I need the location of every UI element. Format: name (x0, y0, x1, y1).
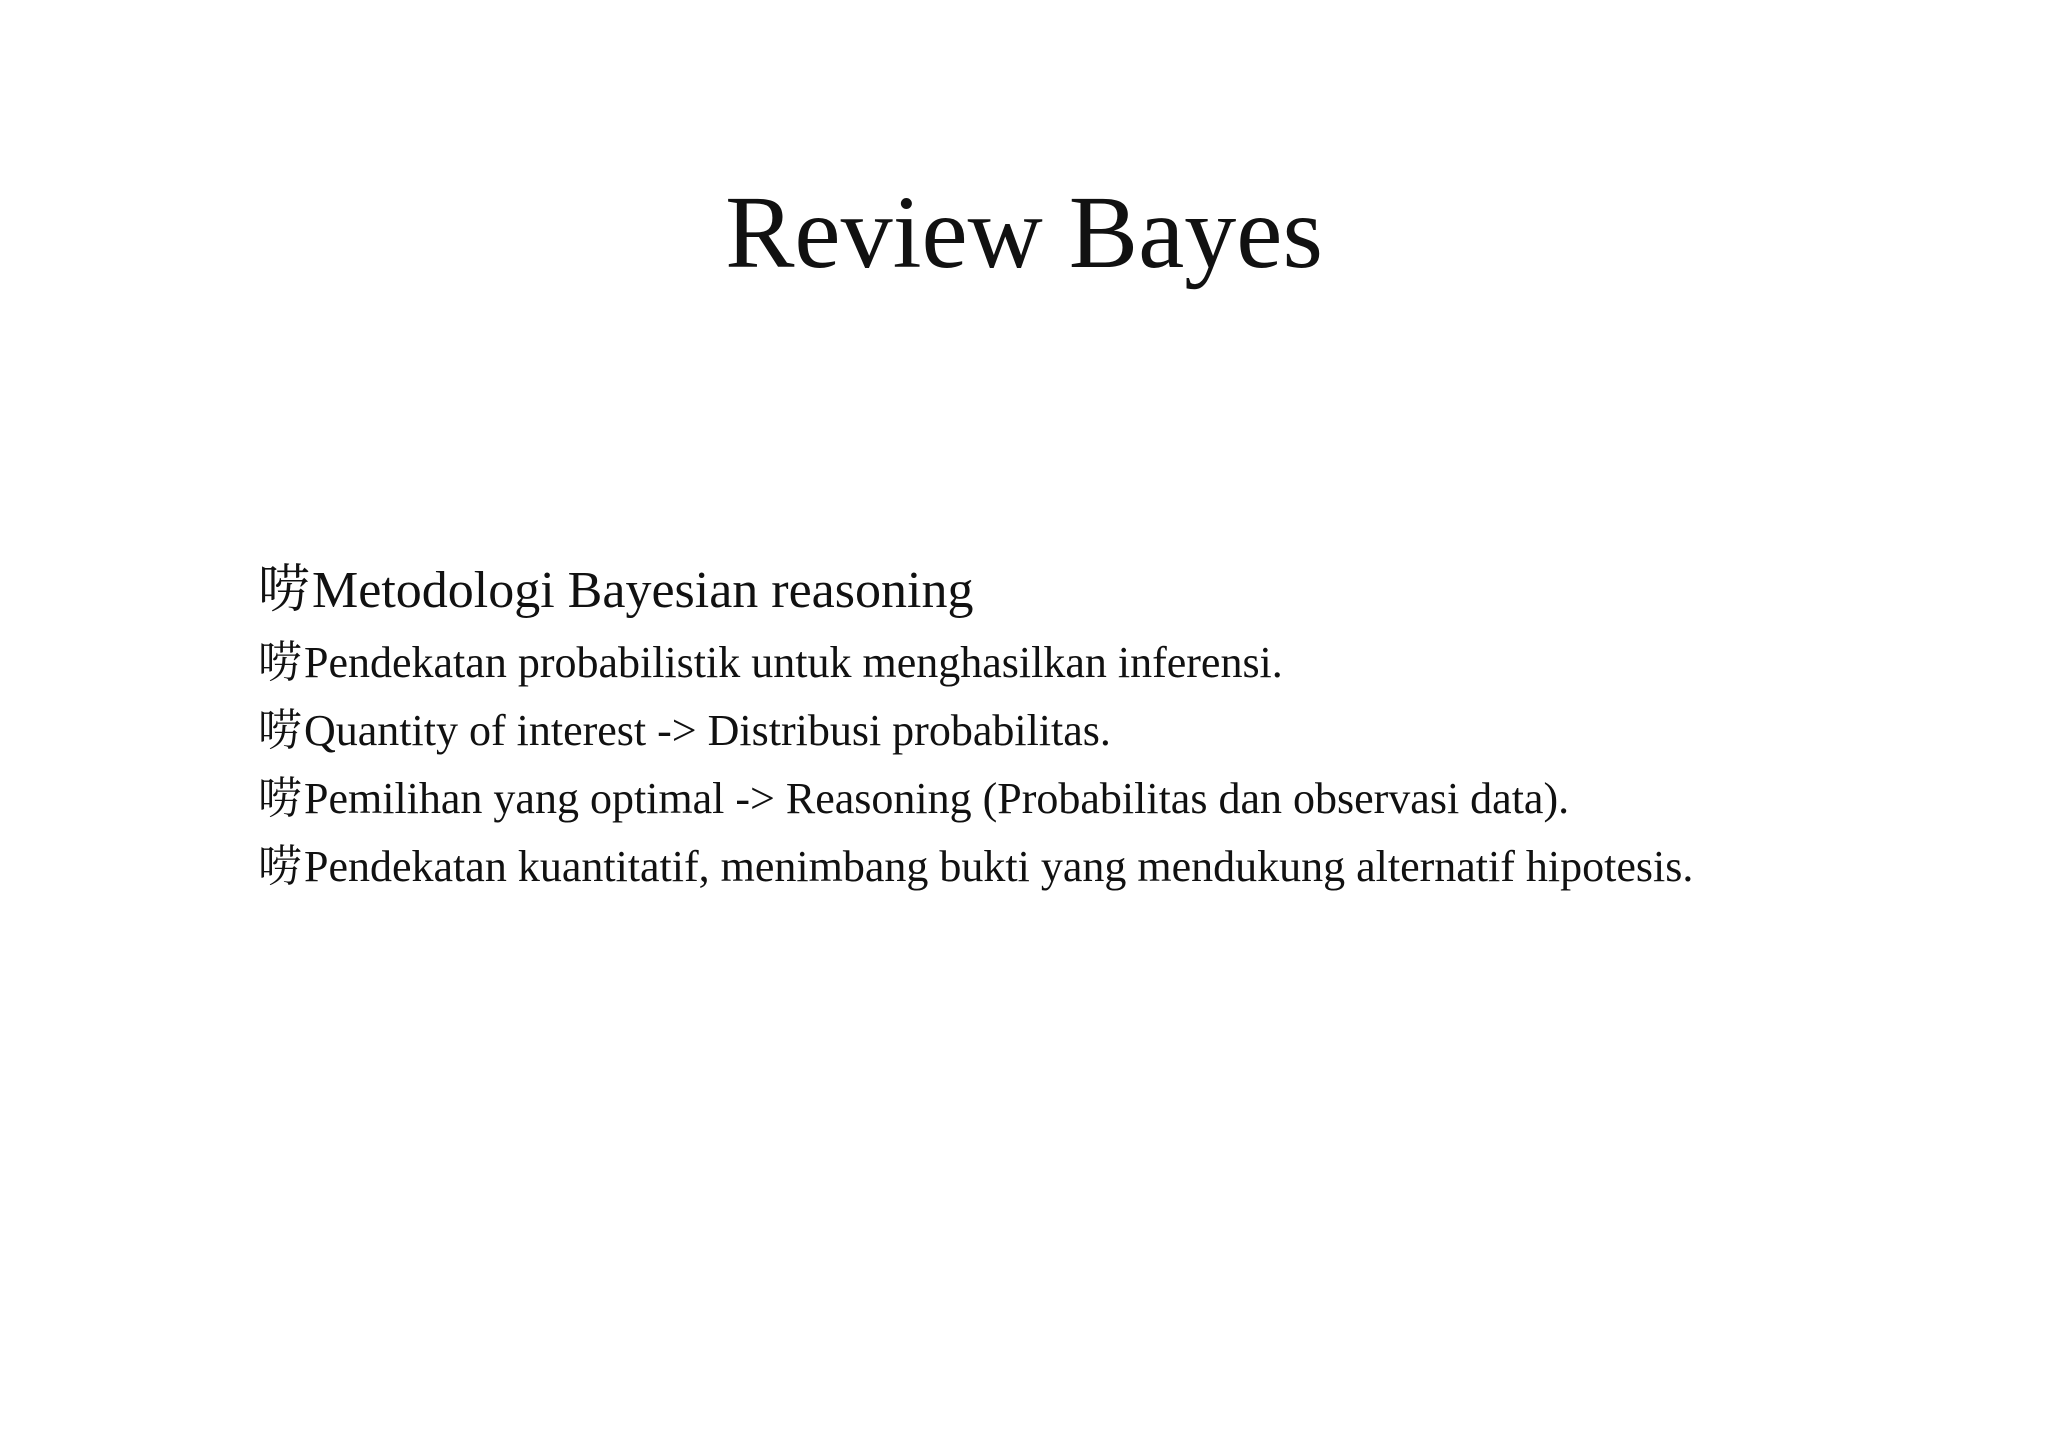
bullet-item-4 (258, 765, 1978, 833)
bullet-marker: 唠 (258, 774, 302, 823)
bullet-list (258, 553, 1978, 901)
bullet-item-5 (258, 833, 1978, 901)
bullet-text: Pendekatan probabilistik untuk menghasilkan inferensi. (304, 638, 1283, 687)
bullet-marker: 唠 (258, 562, 311, 619)
slide-title: Review Bayes (725, 175, 1323, 290)
bullet-item-1 (258, 553, 1978, 629)
bullet-item-3 (258, 697, 1978, 765)
bullet-text: Metodologi Bayesian reasoning (312, 562, 974, 619)
bullet-marker: 唠 (258, 842, 302, 891)
bullet-marker: 唠 (258, 638, 302, 687)
bullet-item-2 (258, 629, 1978, 697)
bullet-text: Quantity of interest -> Distribusi probabilitas. (304, 706, 1111, 755)
bullet-text: Pendekatan kuantitatif, menimbang bukti yang mendukung alternatif hipotesis. (304, 842, 1694, 891)
bullet-text: Pemilihan yang optimal -> Reasoning (Probabilitas dan observasi data). (304, 774, 1570, 823)
bullet-marker: 唠 (258, 706, 302, 755)
